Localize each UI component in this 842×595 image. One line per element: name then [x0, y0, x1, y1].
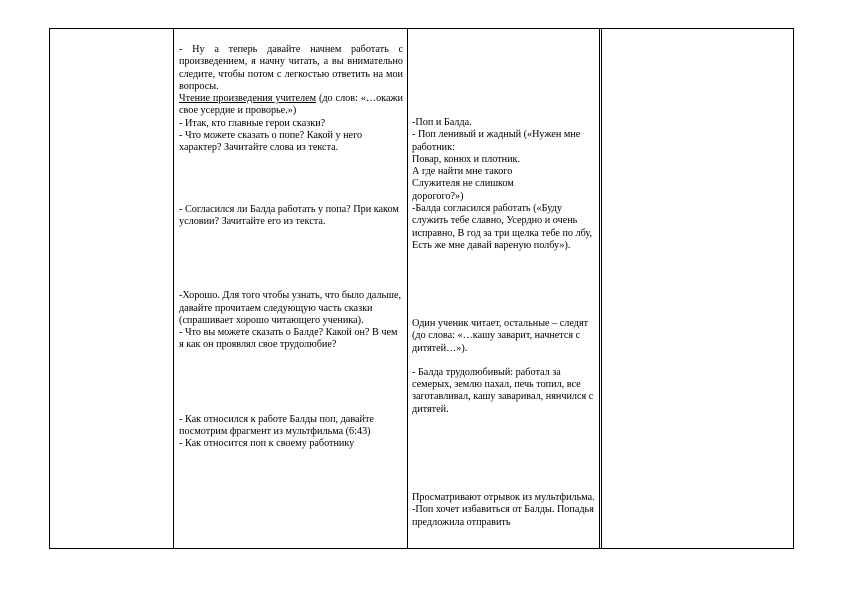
student-activity-cell — [412, 117, 596, 252]
table-bottom-border — [49, 548, 794, 549]
reading-label: Чтение произведения учителем — [179, 93, 317, 105]
teacher-question: - Согласился ли Балда работать у попа? При каком условии? Зачитайте его из текста. — [179, 203, 399, 227]
table-right-border — [793, 28, 794, 549]
student-activity-cell-2 — [412, 318, 596, 416]
reading-rest: (до слов: «…окажи свое усердие и проворье.») — [179, 93, 403, 117]
teacher-activity-cell — [179, 44, 403, 451]
student-answer: - Балда трудолюбивый: работал за семерых, землю пахал, печь топил, все заготавливал, кашу заваривал, нянчился с дитятей. — [412, 366, 594, 415]
student-answer: Просматривают отрывок из мультфильма. — [412, 492, 595, 503]
table-left-border — [49, 28, 50, 549]
teacher-question: - Как относится поп к своему работнику — [179, 438, 355, 450]
teacher-question: - Что вы можете сказать о Балде? Какой он? В чем я как он проявлял свое трудолюбие? — [179, 327, 398, 351]
student-answer: Служителя не слишком — [412, 178, 514, 190]
column-divider-2 — [407, 28, 408, 549]
teacher-intro-text: - Ну а теперь давайте начнем работать с произведением, я начну читать, а вы внимательно следите, чтобы потом с легкостью ответить на мои вопросы. — [179, 44, 403, 92]
student-answer: -Балда согласился работать («Буду служить тебе славно, Усердно и очень исправно, В год за три щелка тебе по лбу, Есть же мне давай вареную полбу»). — [412, 203, 593, 251]
student-answer: дорогого?») — [412, 190, 464, 202]
teacher-question: - Итак, кто главные герои сказки? — [179, 117, 326, 129]
student-answer: -Поп и Балда. — [412, 117, 472, 128]
table-top-border — [49, 28, 794, 29]
student-answer: А где найти мне такого — [412, 166, 513, 178]
student-answer: -Поп хочет избавиться от Балды. Попадья предложила отправить — [412, 504, 594, 528]
student-answer: Один ученик читает, остальные – следят (до слова: «…кашу заварит, начнется с дитятей…»). — [412, 318, 589, 354]
teacher-question: - Как относился к работе Балды поп, давайте посмотрим фрагмент из мультфильма (6:43) — [179, 413, 374, 438]
column-divider-1 — [173, 28, 174, 549]
student-answer: Повар, конюх и плотник. — [412, 153, 521, 165]
column-divider-3 — [599, 28, 602, 549]
blank-line — [412, 355, 596, 367]
teacher-question: -Хорошо. Для того чтобы узнать, что было дальше, давайте прочитаем следующую часть сказки (спрашивает хорошо читающего ученика). — [179, 290, 402, 326]
student-activity-cell-3 — [412, 492, 596, 529]
teacher-reading-note — [179, 93, 403, 118]
student-answer: - Поп ленивый и жадный («Нужен мне работник: — [412, 129, 581, 153]
teacher-question: - Что можете сказать о попе? Какой у него характер? Зачитайте слова из текста. — [179, 130, 363, 154]
